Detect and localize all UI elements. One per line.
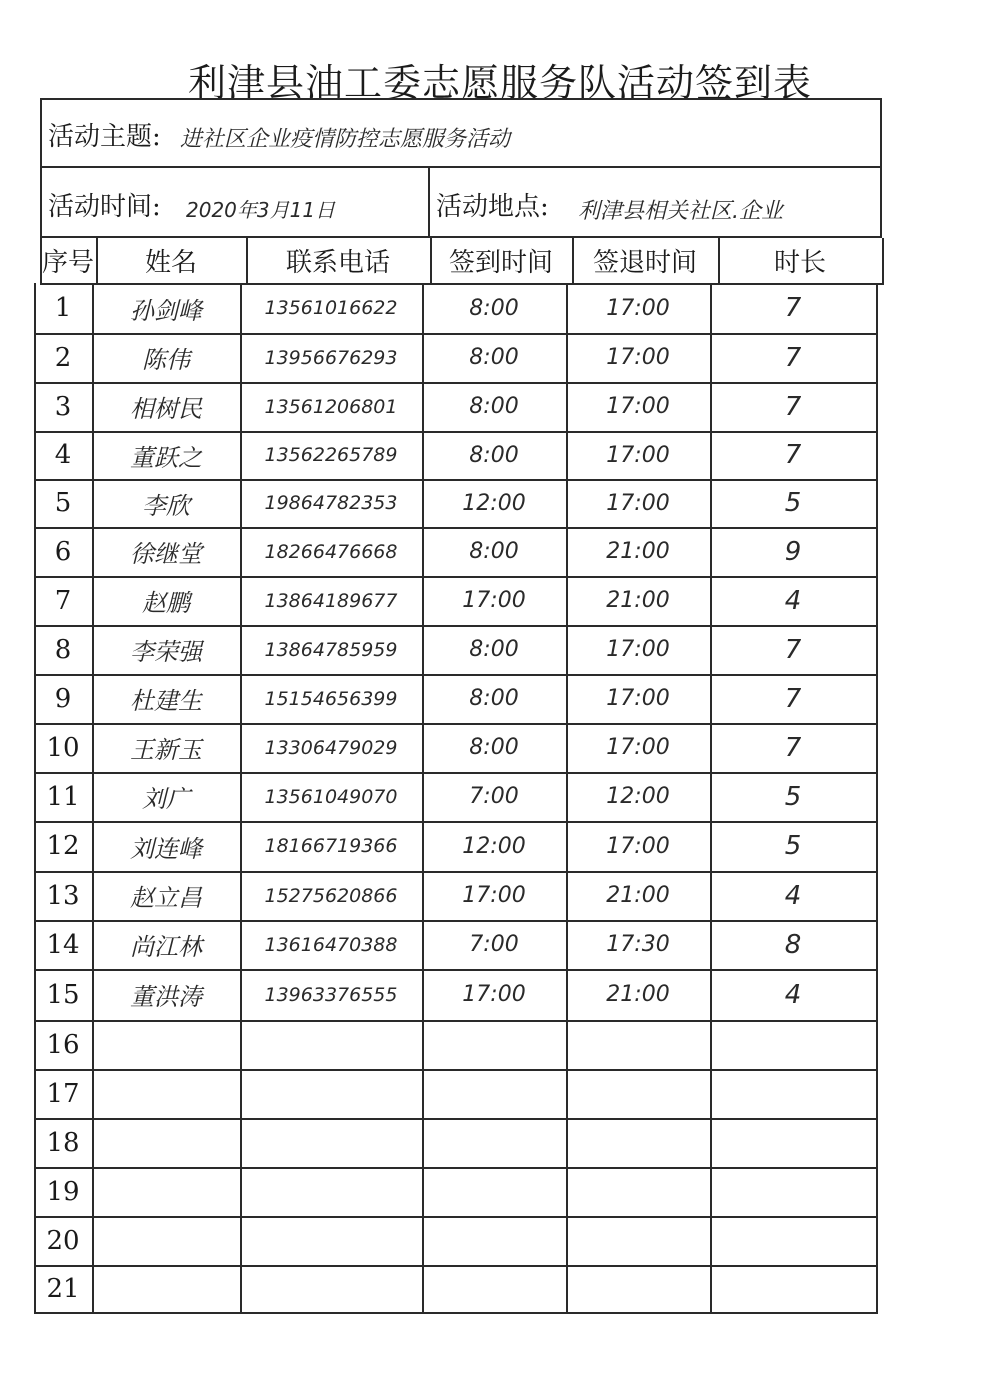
phone-number — [240, 1069, 422, 1118]
duration-hours — [710, 1118, 876, 1167]
col-header-sign-in: 签到时间 — [448, 248, 553, 278]
sign-in-time: 8:00 — [469, 637, 519, 662]
phone-number: 18166719366 — [264, 835, 398, 857]
row-divider — [34, 1265, 878, 1267]
sign-in-time: 8:00 — [469, 295, 519, 321]
volunteer-name: 陈伟 — [142, 346, 190, 374]
row-divider — [34, 479, 878, 481]
column-divider — [430, 238, 432, 283]
phone-number — [240, 1118, 422, 1167]
volunteer-name: 赵鹏 — [142, 589, 190, 617]
sign-in-time — [422, 1265, 566, 1312]
col-header-seq: 序号 — [41, 248, 94, 278]
row-divider — [40, 283, 884, 285]
volunteer-name: 李欣 — [142, 491, 190, 520]
phone-number — [240, 1216, 422, 1265]
page-title: 利津县油工委志愿服务队活动签到表 — [187, 61, 812, 105]
column-divider — [40, 238, 42, 283]
theme-label: 活动主题: — [48, 122, 161, 152]
duration-hours: 4 — [784, 880, 802, 911]
col-header-phone: 联系电话 — [285, 248, 390, 278]
sign-out-time: 12:00 — [606, 784, 670, 809]
row-divider — [34, 1312, 878, 1314]
sign-out-time — [566, 1020, 710, 1069]
row-number: 18 — [46, 1127, 80, 1158]
volunteer-name — [92, 1069, 240, 1118]
row-divider — [34, 723, 878, 725]
sign-out-time: 21:00 — [606, 539, 670, 564]
sign-in-time — [422, 1167, 566, 1216]
sign-out-time: 17:00 — [606, 442, 670, 468]
phone-number: 13963376555 — [264, 983, 398, 1006]
row-divider — [34, 1167, 878, 1169]
column-divider — [34, 283, 36, 1314]
sign-out-time: 17:00 — [606, 490, 670, 516]
sign-in-time: 17:00 — [462, 588, 526, 613]
sign-in-time: 7:00 — [469, 784, 519, 809]
row-number: 4 — [54, 440, 72, 470]
col-header-sign-out: 签退时间 — [592, 248, 697, 278]
row-divider — [34, 576, 878, 578]
sign-out-time: 21:00 — [606, 883, 670, 908]
duration-hours: 4 — [784, 979, 802, 1010]
row-number: 10 — [46, 732, 80, 763]
sign-in-time: 7:00 — [469, 932, 519, 957]
phone-number: 15154656399 — [264, 687, 398, 710]
phone-number — [240, 1265, 422, 1312]
column-divider — [246, 238, 248, 283]
row-number: 7 — [54, 585, 72, 616]
phone-number: 13956676293 — [264, 346, 398, 369]
row-divider — [34, 1020, 878, 1022]
place-label: 活动地点: — [436, 192, 549, 222]
volunteer-name: 尚江林 — [130, 933, 202, 961]
phone-number: 13561206801 — [264, 395, 398, 418]
sign-out-time: 17:30 — [606, 932, 670, 957]
sign-in-time: 8:00 — [469, 394, 519, 419]
row-divider — [34, 625, 878, 627]
column-divider — [876, 283, 878, 1314]
sign-in-time — [422, 1069, 566, 1118]
phone-number: 15275620866 — [264, 884, 398, 907]
column-divider — [566, 283, 568, 1314]
row-divider — [34, 1069, 878, 1071]
volunteer-name — [92, 1167, 240, 1216]
phone-number: 13306479029 — [264, 736, 398, 759]
sign-in-time: 12:00 — [462, 833, 526, 859]
duration-hours: 7 — [784, 342, 802, 373]
row-number: 20 — [46, 1225, 80, 1256]
volunteer-name — [92, 1020, 240, 1069]
time-label: 活动时间: — [48, 192, 161, 222]
duration-hours: 5 — [784, 488, 802, 518]
row-divider — [34, 527, 878, 529]
row-divider — [34, 969, 878, 971]
row-divider — [34, 1118, 878, 1120]
volunteer-name: 孙剑峰 — [130, 296, 202, 325]
volunteer-name: 徐继堂 — [130, 540, 202, 568]
duration-hours: 7 — [784, 440, 802, 470]
row-number: 8 — [54, 634, 72, 665]
sign-out-time: 17:00 — [606, 637, 670, 662]
sign-out-time: 17:00 — [606, 735, 670, 760]
row-number: 13 — [46, 880, 80, 911]
row-number: 14 — [46, 929, 80, 960]
sign-out-time — [566, 1216, 710, 1265]
row-divider — [34, 674, 878, 676]
volunteer-name — [92, 1265, 240, 1312]
sign-in-time: 8:00 — [469, 442, 519, 468]
col-header-duration: 时长 — [773, 248, 826, 278]
row-number: 16 — [46, 1029, 80, 1060]
sign-in-time: 8:00 — [469, 345, 519, 370]
column-divider — [422, 283, 424, 1314]
sign-in-time: 12:00 — [462, 490, 526, 516]
row-divider — [34, 382, 878, 384]
column-divider — [718, 238, 720, 283]
duration-hours: 5 — [784, 831, 802, 861]
volunteer-name: 刘连峰 — [130, 834, 202, 863]
duration-hours: 7 — [784, 634, 802, 665]
sign-out-time — [566, 1118, 710, 1167]
row-number: 2 — [54, 342, 72, 373]
row-divider — [34, 431, 878, 433]
phone-number: 18266476668 — [264, 540, 398, 563]
phone-number: 13864785959 — [264, 638, 398, 661]
column-divider — [96, 238, 98, 283]
phone-number: 13864189677 — [264, 589, 398, 612]
row-divider — [34, 333, 878, 335]
sign-in-time — [422, 1216, 566, 1265]
sign-out-time: 17:00 — [606, 345, 670, 370]
sign-in-time: 8:00 — [469, 686, 519, 711]
column-divider — [240, 283, 242, 1314]
row-divider — [34, 772, 878, 774]
column-divider — [572, 238, 574, 283]
sign-out-time: 21:00 — [606, 982, 670, 1007]
duration-hours: 5 — [784, 781, 802, 812]
sign-in-time — [422, 1118, 566, 1167]
duration-hours: 7 — [784, 683, 802, 714]
sign-out-time: 17:00 — [606, 686, 670, 711]
sign-out-time: 17:00 — [606, 833, 670, 859]
duration-hours: 9 — [784, 536, 802, 567]
duration-hours — [710, 1216, 876, 1265]
row-divider — [34, 1216, 878, 1218]
duration-hours: 7 — [784, 391, 802, 422]
phone-number — [240, 1167, 422, 1216]
sign-in-time — [422, 1020, 566, 1069]
sign-out-time — [566, 1265, 710, 1312]
duration-hours: 8 — [784, 929, 802, 960]
volunteer-name — [92, 1118, 240, 1167]
sign-in-time: 17:00 — [462, 982, 526, 1007]
volunteer-name: 相树民 — [130, 395, 202, 423]
row-divider — [34, 821, 878, 823]
row-number: 21 — [46, 1273, 80, 1304]
volunteer-name: 李荣强 — [130, 638, 202, 666]
duration-hours — [710, 1020, 876, 1069]
row-number: 9 — [54, 683, 72, 714]
row-number: 1 — [54, 293, 72, 323]
duration-hours — [710, 1265, 876, 1312]
volunteer-name: 杜建生 — [130, 687, 202, 715]
column-divider — [710, 283, 712, 1314]
theme-value: 进社区企业疫情防控志愿服务活动 — [180, 127, 511, 152]
row-number: 11 — [46, 781, 80, 812]
phone-number: 19864782353 — [264, 492, 398, 514]
sign-out-time: 21:00 — [606, 588, 670, 613]
sign-in-time: 17:00 — [462, 883, 526, 908]
phone-number: 13561049070 — [264, 785, 398, 808]
sign-in-time: 8:00 — [469, 539, 519, 564]
volunteer-name: 董洪涛 — [130, 983, 202, 1011]
row-number: 17 — [46, 1078, 80, 1109]
row-divider — [34, 871, 878, 873]
row-number: 12 — [46, 831, 80, 861]
sign-in-time: 8:00 — [469, 735, 519, 760]
col-header-name: 姓名 — [144, 248, 197, 278]
duration-hours: 4 — [784, 585, 802, 616]
duration-hours — [710, 1167, 876, 1216]
duration-hours — [710, 1069, 876, 1118]
volunteer-name: 赵立昌 — [130, 884, 202, 912]
column-divider — [92, 283, 94, 1314]
volunteer-name: 董跃之 — [130, 443, 202, 472]
row-number: 15 — [46, 979, 80, 1010]
row-number: 5 — [54, 488, 72, 518]
volunteer-name: 刘广 — [142, 785, 190, 813]
sign-out-time: 17:00 — [606, 295, 670, 321]
volunteer-name — [92, 1216, 240, 1265]
phone-number: 13561016622 — [264, 297, 398, 319]
phone-number: 13616470388 — [264, 933, 398, 956]
phone-number — [240, 1020, 422, 1069]
row-divider — [34, 920, 878, 922]
row-number: 3 — [54, 391, 72, 422]
row-number: 6 — [54, 536, 72, 567]
sign-out-time — [566, 1167, 710, 1216]
phone-number: 13562265789 — [264, 444, 398, 466]
sign-out-time — [566, 1069, 710, 1118]
sign-out-time: 17:00 — [606, 394, 670, 419]
duration-hours: 7 — [784, 293, 802, 323]
place-value: 利津县相关社区.企业 — [578, 199, 783, 224]
duration-hours: 7 — [784, 732, 802, 763]
volunteer-name: 王新玉 — [130, 736, 202, 764]
time-value: 2020年3月11日 — [186, 198, 336, 222]
row-number: 19 — [46, 1176, 80, 1207]
column-divider — [882, 238, 884, 283]
